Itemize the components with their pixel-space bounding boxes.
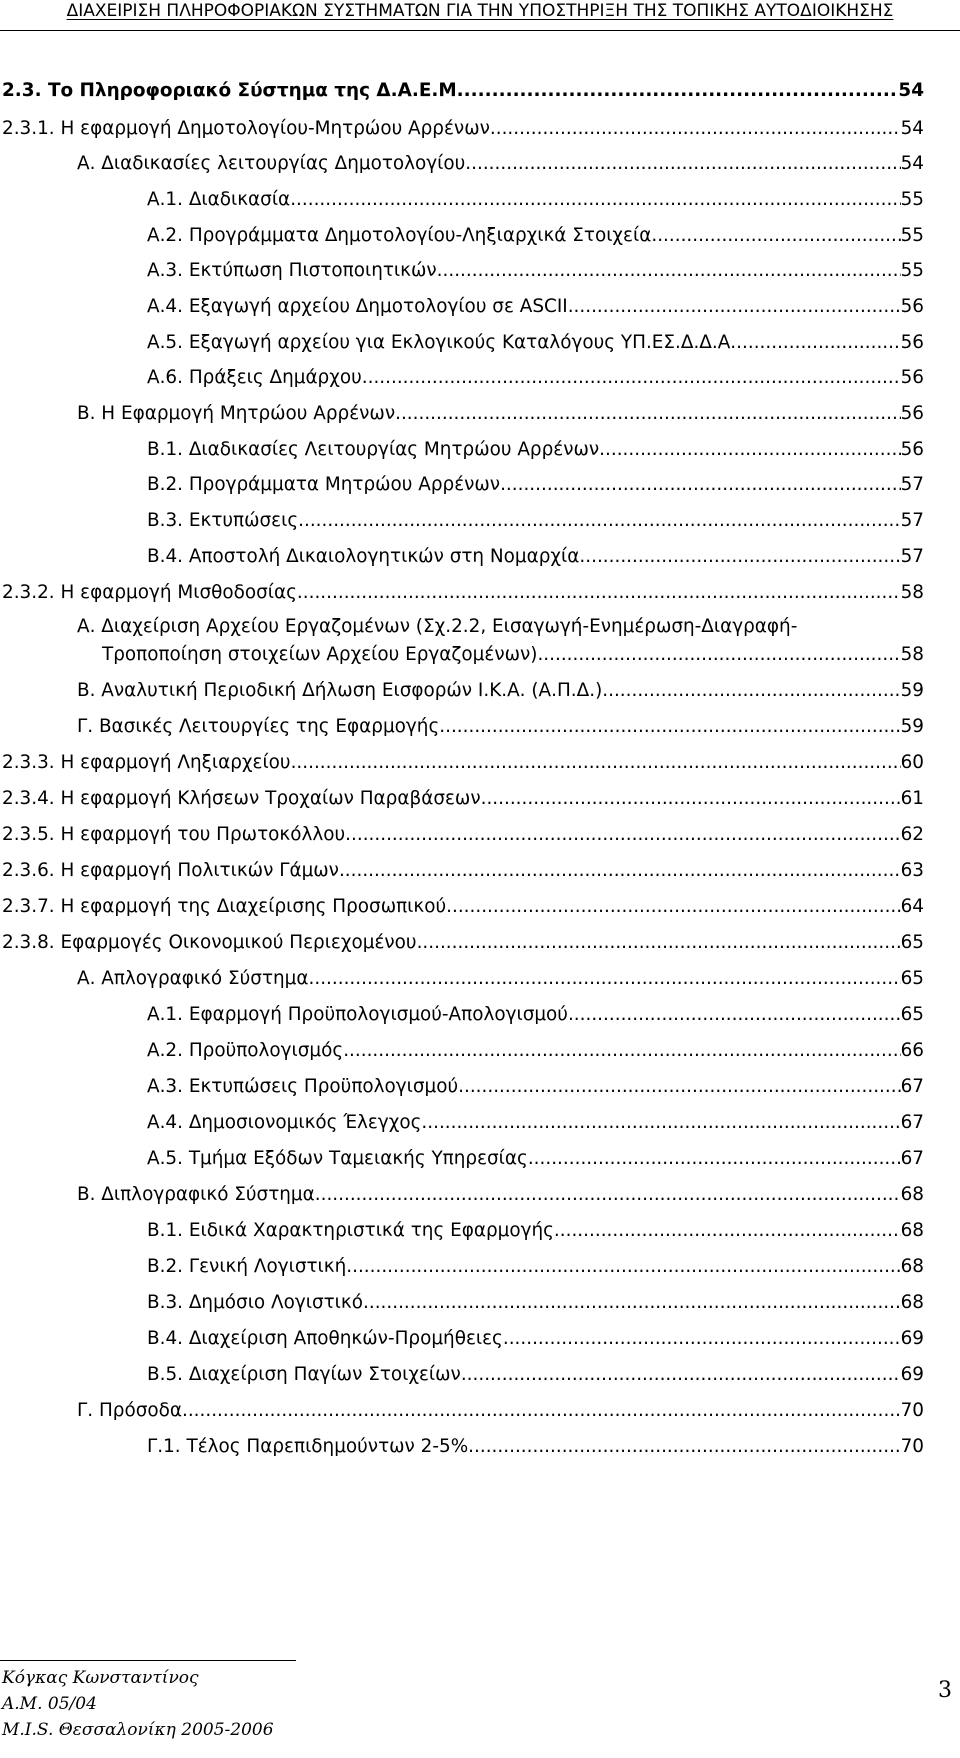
page-number: 3 (938, 1678, 952, 1703)
toc-entry-label: Τροποποίηση στοιχείων Αρχείου Εργαζομένων) (102, 644, 538, 665)
toc-entry-2-3-8[interactable] (2, 932, 924, 954)
toc-entry-label: 2.3.2. Η εφαρμογή Μισθοδοσίας (2, 582, 297, 603)
toc-entry-label: Α.2. Προγράμματα Δημοτολογίου-Ληξιαρχικά Στοιχεία (147, 225, 652, 246)
toc-entry-a5[interactable] (147, 332, 924, 354)
toc-entry-label: 2.3.6. Η εφαρμογή Πολιτικών Γάμων (2, 860, 339, 881)
toc-entry-label: 2.3.3. Η εφαρμογή Ληξιαρχείου (2, 752, 291, 773)
toc-entry-page: 65 (900, 1004, 924, 1025)
toc-entry-b-apd[interactable] (77, 680, 924, 702)
toc-entry-page: 55 (900, 189, 924, 210)
toc-entry-2-3-4[interactable] (2, 788, 924, 810)
toc-entry-page: 54 (900, 118, 924, 139)
toc-entry-label: Β. Η Εφαρμογή Μητρώου Αρρένων (77, 403, 396, 424)
toc-entry-page: 68 (900, 1256, 924, 1277)
toc-entry-a3[interactable] (147, 260, 924, 282)
toc-entry-page: 68 (900, 1184, 924, 1205)
toc-entry-page: 68 (900, 1292, 924, 1313)
toc-entry-a6[interactable] (147, 367, 924, 389)
toc-entry-page: 58 (900, 582, 924, 603)
toc-entry-label: Β.1. Ειδικά Χαρακτηριστικά της Εφαρμογής (147, 1220, 554, 1241)
toc-entry-label: Β.1. Διαδικασίες Λειτουργίας Μητρώου Αρρένων (147, 439, 600, 460)
toc-entry-page: 58 (900, 644, 924, 665)
toc-entry-a2-budget[interactable] (147, 1040, 924, 1062)
toc-entry-c-revenue[interactable] (77, 1400, 924, 1422)
toc-entry-page: 57 (900, 546, 924, 567)
toc-entry-label: Γ. Βασικές Λειτουργίες της Εφαρμογής (77, 716, 440, 737)
toc-entry-b3-public-accounting[interactable] (147, 1292, 924, 1314)
toc-entry-a5-treasury[interactable] (147, 1148, 924, 1170)
footer-program: M.I.S. Θεσσαλονίκη 2005-2006 (2, 1720, 274, 1740)
toc-entry-label: 2.3.8. Εφαρμογές Οικονομικού Περιεχομένου (2, 932, 417, 953)
toc-entry-page: 57 (900, 474, 924, 495)
toc-entry-page: 56 (900, 367, 924, 388)
toc-entry-page: 65 (900, 968, 924, 989)
toc-entry-label: 2.3.5. Η εφαρμογή του Πρωτοκόλλου (2, 824, 346, 845)
toc-entry-page: 56 (900, 296, 924, 317)
toc-entry-page: 57 (900, 510, 924, 531)
toc-entry-label: 2.3.4. Η εφαρμογή Κλήσεων Τροχαίων Παραβάσεων (2, 788, 481, 809)
footer-rule (0, 1660, 296, 1661)
toc-entry-page: 69 (900, 1364, 924, 1385)
toc-entry-a[interactable] (77, 153, 924, 175)
toc-entry-label: Α.3. Εκτύπωση Πιστοποιητικών (147, 260, 437, 281)
toc-entry-page: 56 (900, 332, 924, 353)
toc-entry-a4-fiscal-control[interactable] (147, 1112, 924, 1134)
toc-entry-label: 2.3. Το Πληροφοριακό Σύστημα της Δ.Α.Ε.Μ. (2, 80, 464, 101)
running-header: ΔΙΑΧΕΙΡΙΣΗ ΠΛΗΡΟΦΟΡΙΑΚΩΝ ΣΥΣΤΗΜΑΤΩΝ ΓΙΑ ΤΗΝ ΥΠΟΣΤΗΡΙΞΗ ΤΗΣ ΤΟΠΙΚΗΣ ΑΥΤΟΔΙΟΙΚΗΣΗΣ (66, 1, 894, 21)
page-footer (0, 1660, 960, 1758)
toc-entry-page: 59 (900, 716, 924, 737)
toc-entry-c1-visitor-fee[interactable] (147, 1436, 924, 1458)
toc-entry-label: Α.5. Τμήμα Εξόδων Ταμειακής Υπηρεσίας (147, 1148, 528, 1169)
toc-entry-b2[interactable] (147, 474, 924, 496)
toc-entry-page: 55 (900, 260, 924, 281)
toc-entry-page: 64 (900, 896, 924, 917)
toc-entry-label: Β. Διπλογραφικό Σύστημα (77, 1184, 315, 1205)
toc-entry-b5-fixed-assets[interactable] (147, 1364, 924, 1386)
toc-entry-label: Β.3. Δημόσιο Λογιστικό (147, 1292, 364, 1313)
toc-entry-label: Α. Απλογραφικό Σύστημα (77, 968, 309, 989)
toc-entry-label: Γ. Πρόσοδα (77, 1400, 182, 1421)
toc-entry-2-3-3[interactable] (2, 752, 924, 774)
toc-entry-page: 56 (900, 403, 924, 424)
footer-author: Κόγκας Κωνσταντίνος (2, 1668, 199, 1688)
toc-entry-a4[interactable] (147, 296, 924, 318)
toc-entry-a-single-entry[interactable] (77, 968, 924, 990)
toc-entry-page: 60 (900, 752, 924, 773)
toc-entry-b3[interactable] (147, 510, 924, 532)
toc-entry-page: 63 (900, 860, 924, 881)
toc-entry-page: 67 (900, 1112, 924, 1133)
toc-entry-label-line1[interactable]: Α. Διαχείριση Αρχείου Εργαζομένων (Σχ.2.2, Εισαγωγή-Ενημέρωση-Διαγραφή- (77, 616, 798, 637)
toc-entry-b1[interactable] (147, 439, 924, 461)
toc-entry-page: 70 (900, 1436, 924, 1457)
toc-entry-a1-budget-app[interactable] (147, 1004, 924, 1026)
toc-entry-page: 65 (900, 932, 924, 953)
toc-entry-label: Α.5. Εξαγωγή αρχείου για Εκλογικούς Καταλόγους ΥΠ.ΕΣ.Δ.Δ.Α. (147, 332, 737, 353)
toc-entry-label: Α.2. Προϋπολογισμός (147, 1040, 344, 1061)
toc-entry-label: Β.2. Προγράμματα Μητρώου Αρρένων (147, 474, 501, 495)
toc-entry-2-3-1[interactable] (2, 118, 924, 140)
toc-entry-a3-budget-prints[interactable] (147, 1076, 924, 1098)
toc-entry-a-employees[interactable] (102, 644, 924, 666)
toc-entry-label: 2.3.7. Η εφαρμογή της Διαχείρισης Προσωπικού (2, 896, 447, 917)
toc-entry-page: 62 (900, 824, 924, 845)
toc-entry-label: 2.3.1. Η εφαρμογή Δημοτολογίου-Μητρώου Αρρένων (2, 118, 490, 139)
toc-entry-page: 61 (900, 788, 924, 809)
toc-entry-label: Β.3. Εκτυπώσεις (147, 510, 299, 531)
toc-entry-page: 66 (900, 1040, 924, 1061)
toc-entry-b1-features[interactable] (147, 1220, 924, 1242)
toc-entry-a2[interactable] (147, 225, 924, 247)
toc-entry-b4-warehouses[interactable] (147, 1328, 924, 1350)
toc-entry-c-functions[interactable] (77, 716, 924, 738)
toc-entry-label: Α.4. Εξαγωγή αρχείου Δημοτολογίου σε ASCII (147, 296, 568, 317)
toc-entry-page: 68 (900, 1220, 924, 1241)
toc-entry-page: 54 (898, 80, 924, 101)
toc-entry-label: Γ.1. Τέλος Παρεπιδημούντων 2-5% (147, 1436, 469, 1457)
toc-entry-label: Β.4. Διαχείριση Αποθηκών-Προμήθειες (147, 1328, 503, 1349)
toc-entry-2-3[interactable] (2, 80, 924, 102)
toc-entry-2-3-2[interactable] (2, 582, 924, 604)
toc-entry-label: Α.1. Διαδικασία (147, 189, 291, 210)
toc-entry-b4[interactable] (147, 546, 924, 568)
toc-entry-page: 67 (900, 1148, 924, 1169)
footer-student-id: Α.Μ. 05/04 (2, 1694, 97, 1714)
toc-entry-label: Β.5. Διαχείριση Παγίων Στοιχείων (147, 1364, 461, 1385)
toc-entry-label: Β. Αναλυτική Περιοδική Δήλωση Εισφορών Ι.Κ.Α. (Α.Π.Δ.) (77, 680, 603, 701)
toc-entry-label: Β.4. Αποστολή Δικαιολογητικών στη Νομαρχία (147, 546, 580, 567)
toc-entry-page: 59 (900, 680, 924, 701)
toc-entry-page: 70 (900, 1400, 924, 1421)
toc-entry-label: Α.4. Δημοσιονομικός Έλεγχος (147, 1112, 422, 1133)
toc-entry-label: Α.3. Εκτυπώσεις Προϋπολογισμού (147, 1076, 459, 1097)
toc-entry-page: 67 (900, 1076, 924, 1097)
toc-entry-label: Α. Διαδικασίες λειτουργίας Δημοτολογίου (77, 153, 466, 174)
toc-entry-2-3-5[interactable] (2, 824, 924, 846)
toc-entry-2-3-7[interactable] (2, 896, 924, 918)
toc-entry-b2-general-accounting[interactable] (147, 1256, 924, 1278)
toc-entry-b-double-entry[interactable] (77, 1184, 924, 1206)
toc-entry-page: 56 (900, 439, 924, 460)
toc-entry-a1[interactable] (147, 189, 924, 211)
toc-entry-page: 54 (900, 153, 924, 174)
toc-entry-label: Β.2. Γενική Λογιστική (147, 1256, 347, 1277)
toc-entry-label: Α.6. Πράξεις Δημάρχου (147, 367, 362, 388)
toc-entry-b[interactable] (77, 403, 924, 425)
toc-entry-2-3-6[interactable] (2, 860, 924, 882)
header-rule (0, 30, 960, 31)
toc-entry-page: 69 (900, 1328, 924, 1349)
toc-entry-label: Α.1. Εφαρμογή Προϋπολογισμού-Απολογισμού (147, 1004, 568, 1025)
toc-entry-page: 55 (900, 225, 924, 246)
